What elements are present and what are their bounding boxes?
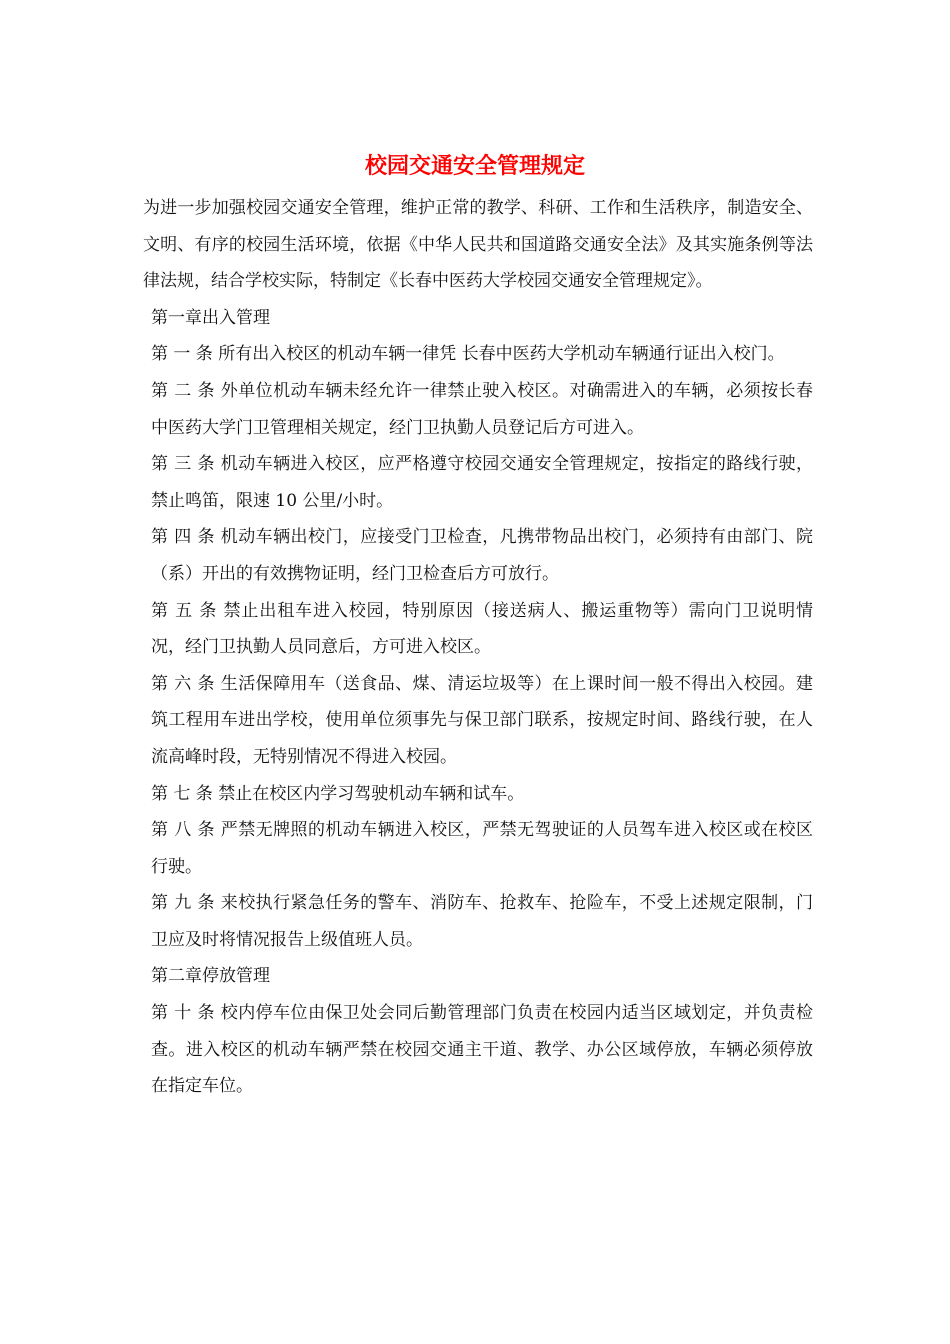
article-paragraph: 第 四 条 机动车辆出校门，应接受门卫检查，凡携带物品出校门，必须持有由部门、院（系）开出的有效携物证明，经门卫检查后方可放行。 — [151, 527, 813, 584]
article-paragraph: 第 一 条 所有出入校区的机动车辆一律凭 长春中医药大学机动车辆通行证出入校门。 — [151, 344, 785, 365]
intro-paragraph: 为进一步加强校园交通安全管理，维护正常的教学、科研、工作和生活秩序，制造安全、文明、有序的校园生活环境，依据《中华人民共和国道路交通安全法》及其实施条例等法律法规，结合学校实际，特制定《长春中医药大学校园交通安全管理规定》。 — [143, 198, 813, 292]
chapter-heading: 第一章出入管理 — [151, 307, 270, 328]
article-paragraph: 第 三 条 机动车辆进入校区，应严格遵守校园交通安全管理规定，按指定的路线行驶，禁止鸣笛，限速 10 公里/小时。 — [151, 454, 813, 511]
article-paragraph: 第 八 条 严禁无牌照的机动车辆进入校区，严禁无驾驶证的人员驾车进入校区或在校区行驶。 — [151, 820, 813, 877]
article-paragraph: 第 十 条 校内停车位由保卫处会同后勤管理部门负责在校园内适当区域划定，并负责检查。进入校区的机动车辆严禁在校园交通主干道、教学、办公区域停放，车辆必须停放在指定车位。 — [151, 1003, 813, 1097]
article-paragraph: 第 二 条 外单位机动车辆未经允许一律禁止驶入校区。对确需进入的车辆，必须按长春中医药大学门卫管理相关规定，经门卫执勤人员登记后方可进入。 — [151, 380, 813, 438]
article-paragraph: 第 六 条 生活保障用车（送食品、煤、清运垃圾等）在上课时间一般不得出入校园。建筑工程用车进出学校，使用单位须事先与保卫部门联系，按规定时间、路线行驶，在人流高峰时段，无特别情况不得进入校园。 — [151, 673, 813, 767]
document-title: 校园交通安全管理规定 — [364, 153, 585, 179]
article-paragraph: 第 五 条 禁止出租车进入校园，特别原因（接送病人、搬运重物等）需向门卫说明情况，经门卫执勤人员同意后，方可进入校区。 — [151, 600, 813, 658]
document-body — [143, 190, 813, 1105]
article-paragraph: 第 七 条 禁止在校区内学习驾驶机动车辆和试车。 — [151, 783, 525, 804]
chapter-heading: 第二章停放管理 — [151, 966, 270, 987]
article-paragraph: 第 九 条 来校执行紧急任务的警车、消防车、抢救车、抢险车，不受上述规定限制，门卫应及时将情况报告上级值班人员。 — [151, 893, 813, 950]
